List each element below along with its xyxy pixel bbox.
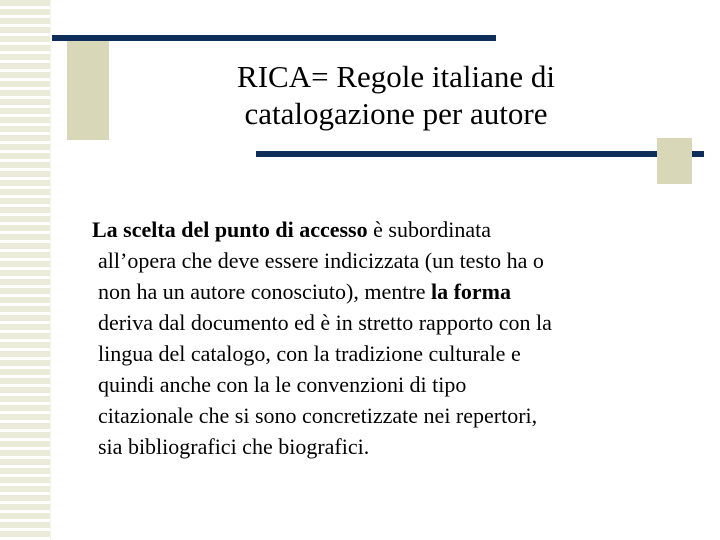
body-line-2: all’opera che deve essere indicizzata (un testo ha o [98,248,544,273]
decorative-accent-block-top [67,38,109,140]
decorative-stripe-column [0,0,51,540]
body-line-1-rest: è subordinata [367,217,492,242]
body-line-4: deriva dal documento ed è in stretto rapporto con la [98,310,552,335]
title-rule-bottom [256,151,704,157]
body-line-1 [84,214,684,245]
slide-title-line-2: catalogazione per autore [244,96,548,131]
body-line-6: quindi anche con la le convenzioni di tipo [98,372,467,397]
body-line-8: sia bibliografici che biografici. [98,434,370,459]
body-line-3-pre: non ha un autore conosciuto), mentre [98,279,431,304]
slide-title-line-1: RICA= Regole italiane di [237,59,555,94]
body-bold-phrase-la-forma: la forma [430,279,511,304]
body-line-3 [84,276,684,307]
body-line-7: citazionale che si sono concretizzate nei repertori, [98,403,538,428]
slide-body-paragraph [84,214,684,462]
title-rule-top [52,35,496,41]
body-bold-phrase-punto-di-accesso: La scelta del punto di accesso [92,217,368,242]
slide-title [176,58,616,132]
body-line-5: lingua del catalogo, con la tradizione culturale e [98,341,521,366]
decorative-accent-block-bottom [657,138,692,184]
